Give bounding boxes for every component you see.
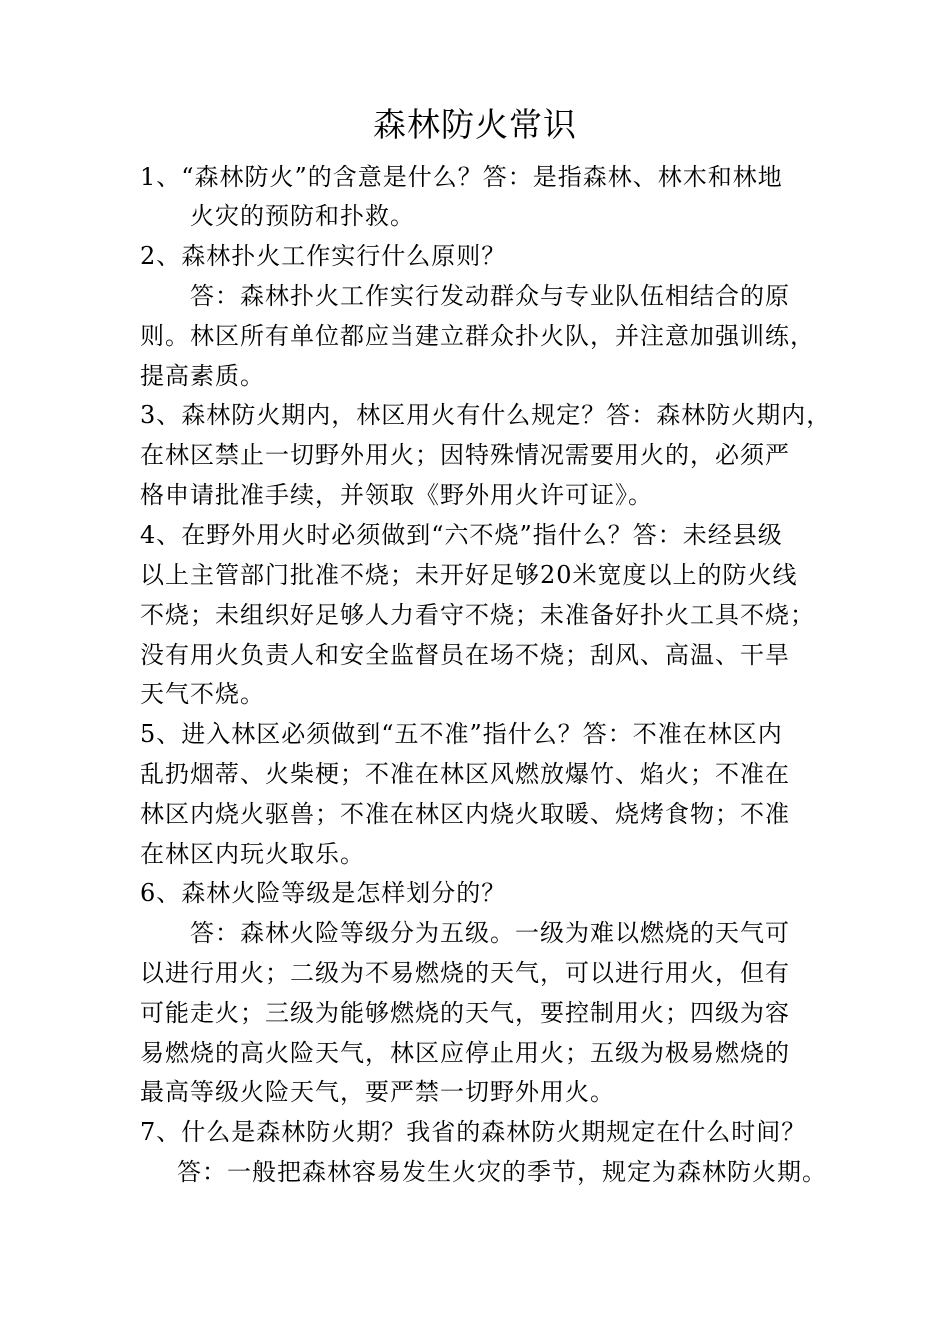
text-line: 2、森林扑火工作实行什么原则？ [140, 242, 507, 270]
text-line: 3、森林防火期内，林区用火有什么规定？答：森林防火期内， [140, 401, 832, 429]
text-line: 格申请批准手续，并领取《野外用火许可证》。 [140, 481, 653, 509]
text-line: 在林区禁止一切野外用火；因特殊情况需要用火的，必须严 [140, 441, 790, 469]
text-line: 以上主管部门批准不烧；未开好足够20米宽度以上的防火线 [140, 561, 798, 589]
text-line: 以进行用火；二级为不易燃烧的天气，可以进行用火，但有 [140, 959, 790, 987]
text-line: 最高等级火险天气，要严禁一切野外用火。 [140, 1078, 615, 1106]
text-line: 提高素质。 [140, 362, 265, 390]
text-line: 没有用火负责人和安全监督员在场不烧；刮风、高温、干旱 [140, 641, 790, 669]
text-line: 在林区内玩火取乐。 [140, 840, 365, 868]
text-line: 可能走火；三级为能够燃烧的天气，要控制用火；四级为容 [140, 999, 790, 1027]
text-line: 天气不烧。 [140, 680, 265, 708]
text-line: 7、什么是森林防火期？我省的森林防火期规定在什么时间？ [140, 1118, 807, 1146]
text-line: 6、森林火险等级是怎样划分的？ [140, 879, 507, 907]
text-line: 易燃烧的高火险天气，林区应停止用火；五级为极易燃烧的 [140, 1039, 790, 1067]
text-line: 乱扔烟蒂、火柴梗；不准在林区风燃放爆竹、焰火；不准在 [140, 760, 790, 788]
text-line: 5、进入林区必须做到“五不准”指什么？答：不准在林区内 [140, 720, 783, 748]
text-line: 答：一般把森林容易发生火灾的季节，规定为森林防火期。 [177, 1158, 827, 1186]
text-line: 答：森林扑火工作实行发动群众与专业队伍相结合的原 [190, 282, 790, 310]
text-line: 火灾的预防和扑救。 [190, 202, 415, 230]
text-line: 4、在野外用火时必须做到“六不烧”指什么？答：未经县级 [140, 521, 783, 549]
document-title: 森林防火常识 [373, 105, 577, 144]
text-line: 答：森林火险等级分为五级。一级为难以燃烧的天气可 [190, 919, 790, 947]
text-line: 林区内烧火驱兽；不准在林区内烧火取暖、烧烤食物；不准 [140, 800, 790, 828]
text-line: 1、“森林防火”的含意是什么？答：是指森林、林木和林地 [140, 163, 783, 191]
text-line: 则。林区所有单位都应当建立群众扑火队，并注意加强训练， [140, 322, 815, 350]
text-line: 不烧；未组织好足够人力看守不烧；未准备好扑火工具不烧； [140, 601, 815, 629]
